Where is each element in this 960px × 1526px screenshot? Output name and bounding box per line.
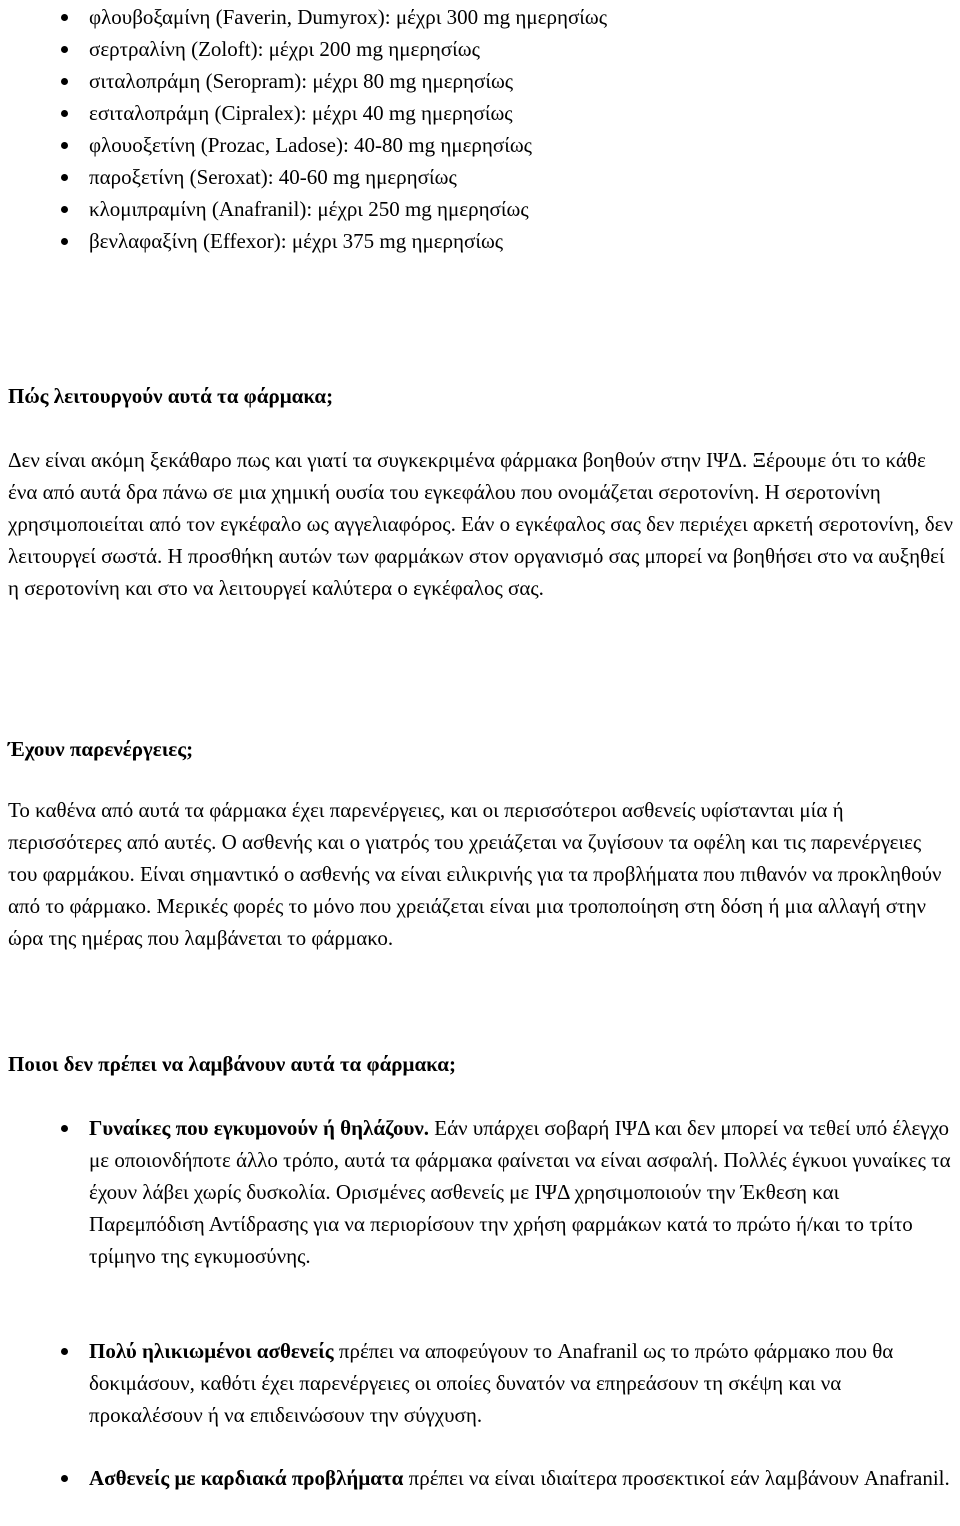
bullet-icon (61, 1348, 68, 1355)
who-heading: Ποιοι δεν πρέπει να λαμβάνουν αυτά τα φάρμακα; (8, 1052, 456, 1076)
bullet-icon (61, 110, 68, 117)
who-item-body (89, 1335, 951, 1431)
bullet-icon (61, 174, 68, 181)
dose-list (0, 1, 960, 257)
bullet-icon (61, 1475, 68, 1482)
who-item-body (89, 1462, 951, 1494)
list-item (0, 1112, 960, 1272)
list-item (0, 129, 960, 161)
list-item (0, 161, 960, 193)
list-item (0, 1335, 960, 1431)
bullet-icon (61, 1125, 68, 1132)
list-item (0, 193, 960, 225)
side-effects-paragraph: Το καθένα από αυτά τα φάρμακα έχει παρενέργειες, και οι περισσότεροι ασθενείς υφίστανται μία ή περισσότερες από αυτές. Ο ασθενής και ο γιατρός του χρειάζεται να ζυγίσουν τα οφέλη και τις παρενέργειες του φαρμάκου. Είναι σημαντικό ο ασθενής να είναι ειλικρινής για τα προβλήματα που πιθανόν να προκληθούν από το φάρμακο. Μερικές φορές το μόνο που χρειάζεται είναι μια τροποποίηση στη δόση ή μια αλλαγή στην ώρα της ημέρας που λαμβάνεται το φάρμακο. (8, 798, 942, 950)
list-item (0, 65, 960, 97)
bullet-icon (61, 78, 68, 85)
who-item-lead: Γυναίκες που εγκυμονούν ή θηλάζουν. (89, 1116, 430, 1140)
who-item-text: πρέπει να αποφεύγουν το Anafranil ως το πρώτο φάρμακο που θα δοκιμάσουν, καθότι έχει παρενέργειες οι οποίες δυνατόν να επηρεάσουν τη σκέψη και να προκαλέσουν ή να επιδεινώσουν την σύγχυση. (89, 1339, 894, 1427)
who-item-text: πρέπει να είναι ιδιαίτερα προσεκτικοί εάν λαμβάνουν Anafranil. (403, 1466, 950, 1490)
bullet-icon (61, 46, 68, 53)
list-item (0, 33, 960, 65)
dose-text: βενλαφαξίνη (Effexor): μέχρι 375 mg ημερησίως (89, 229, 504, 253)
who-item-text: Εάν υπάρχει σοβαρή ΙΨΔ και δεν μπορεί να τεθεί υπό έλεγχο με οποιονδήποτε άλλο τρόπο, αυτά τα φάρμακα φαίνεται να είναι ασφαλή. Πολλές έγκυοι γυναίκες τα έχουν λάβει χωρίς δυσκολία. Ορισμένες ασθενείς με ΙΨΔ χρησιμοποιούν την Έκθεση και Παρεμπόδιση Αντίδρασης για να περιορίσουν την χρήση φαρμάκων κατά το πρώτο ή/και το τρίτο τρίμηνο της εγκυμοσύνης. (89, 1116, 951, 1268)
bullet-icon (61, 142, 68, 149)
list-item (0, 1462, 960, 1494)
list-item (0, 97, 960, 129)
who-item-lead: Πολύ ηλικιωμένοι ασθενείς (89, 1339, 334, 1363)
dose-text: φλουβοξαμίνη (Faverin, Dumyrox): μέχρι 300 mg ημερησίως (89, 5, 608, 29)
how-heading: Πώς λειτουργούν αυτά τα φάρμακα; (8, 384, 334, 408)
dose-text: εσιταλοπράμη (Cipralex): μέχρι 40 mg ημερησίως (89, 101, 513, 125)
bullet-icon (61, 14, 68, 21)
bullet-icon (61, 238, 68, 245)
how-paragraph: Δεν είναι ακόμη ξεκάθαρο πως και γιατί τα συγκεκριμένα φάρμακα βοηθούν στην ΙΨΔ. Ξέρουμε ότι το κάθε ένα από αυτά δρα πάνω σε μια χημική ουσία του εγκεφάλου που ονομάζεται σεροτονίνη. Η σεροτονίνη χρησιμοποιείται από τον εγκέφαλο ως αγγελιαφόρος. Εάν ο εγκέφαλος σας δεν περιέχει αρκετή σεροτονίνη, δεν λειτουργεί σωστά. Η προσθήκη αυτών των φαρμάκων στον οργανισμό σας μπορεί να βοηθήσει στο να αυξηθεί η σεροτονίνη και στο να λειτουργεί καλύτερα ο εγκέφαλος σας. (8, 448, 953, 600)
who-item-lead: Ασθενείς με καρδιακά προβλήματα (89, 1466, 404, 1490)
dose-text: κλομιπραμίνη (Anafranil): μέχρι 250 mg ημερησίως (89, 197, 529, 221)
list-item (0, 225, 960, 257)
dose-text: φλουοξετίνη (Prozac, Ladose): 40-80 mg ημερησίως (89, 133, 532, 157)
side-effects-heading: Έχουν παρενέργειες; (8, 737, 194, 761)
list-item (0, 1, 960, 33)
bullet-icon (61, 206, 68, 213)
dose-text: σιταλοπράμη (Seropram): μέχρι 80 mg ημερησίως (89, 69, 514, 93)
who-item-body (89, 1112, 951, 1272)
dose-text: παροξετίνη (Seroxat): 40-60 mg ημερησίως (89, 165, 457, 189)
dose-text: σερτραλίνη (Zoloft): μέχρι 200 mg ημερησίως (89, 37, 480, 61)
